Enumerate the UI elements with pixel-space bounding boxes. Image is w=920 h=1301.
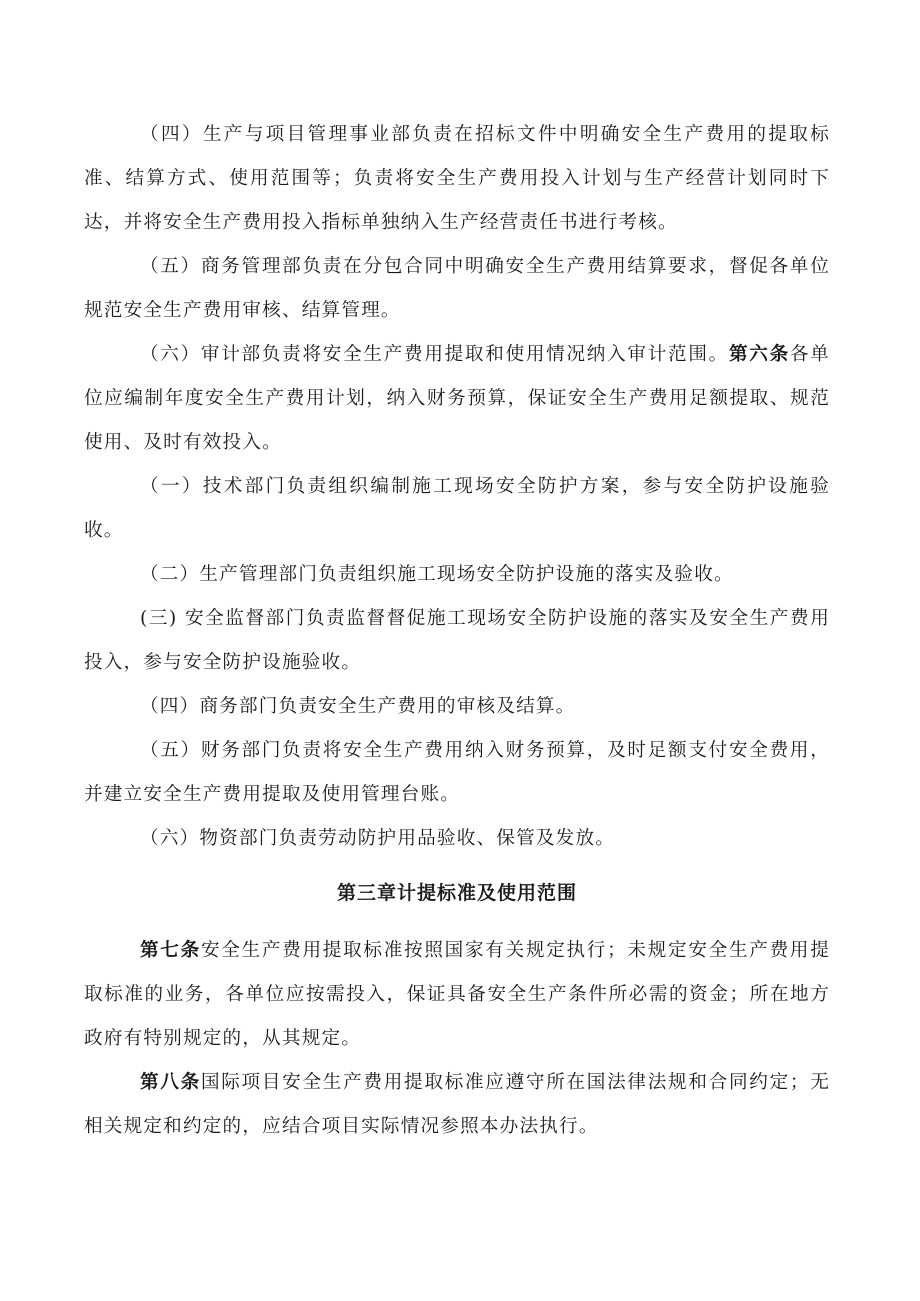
paragraph-material-dept: （六）物资部门负责劳动防护用品验收、保管及发放。	[140, 828, 616, 849]
paragraph-commerce-dept: （五）商务管理部负责在分包合同中明确安全生产费用结算要求，督促各单位规范安全生产费用审核、结算管理。	[84, 256, 830, 321]
article6-text: 各单位应编制年度安全生产费用计划，纳入财务预算，保证安全生产费用足额提取、规范使用、及时有效投入。	[84, 344, 830, 453]
article8-heading: 第八条	[140, 1072, 201, 1093]
article7-text: 安全生产费用提取标准按照国家有关规定执行；未规定安全生产费用提取标准的业务，各单位应按需投入，保证具备安全生产条件所必需的资金；所在地方政府有特别规定的，从其规定。	[84, 940, 830, 1049]
paragraph-supervision-dept: (三) 安全监督部门负责监督督促施工现场安全防护设施的落实及安全生产费用投入，参与安全防护设施验收。	[84, 608, 830, 673]
paragraph-article7	[84, 929, 830, 1061]
paragraph-finance-dept: （五）财务部门负责将安全生产费用纳入财务预算，及时足额支付安全费用，并建立安全生产费用提取及使用管理台账。	[84, 740, 830, 805]
audit-dept-text: （六）审计部负责将安全生产费用提取和使用情况纳入审计范围。	[140, 344, 729, 365]
article6-heading: 第六条	[728, 344, 790, 365]
paragraph-article8	[84, 1061, 830, 1149]
document-page	[84, 113, 830, 1149]
article7-heading: 第七条	[140, 940, 201, 961]
paragraph-project-dept: （四）生产与项目管理事业部负责在招标文件中明确安全生产费用的提取标准、结算方式、使用范围等；负责将安全生产费用投入计划与生产经营计划同时下达，并将安全生产费用投入指标单独纳入生产经营责任书进行考核。	[84, 124, 830, 233]
paragraph-production-dept: （二）生产管理部门负责组织施工现场安全防护设施的落实及验收。	[140, 564, 734, 585]
paragraph-commerce-unit: （四）商务部门负责安全生产费用的审核及结算。	[140, 696, 576, 717]
chapter-3-title: 第三章计提标准及使用范围	[336, 882, 577, 904]
paragraph-audit-article6	[84, 333, 830, 465]
article8-text: 国际项目安全生产费用提取标准应遵守所在国法律法规和合同约定；无相关规定和约定的，应结合项目实际情况参照本办法执行。	[84, 1072, 830, 1137]
paragraph-tech-dept: （一）技术部门负责组织编制施工现场安全防护方案，参与安全防护设施验收。	[84, 476, 830, 541]
